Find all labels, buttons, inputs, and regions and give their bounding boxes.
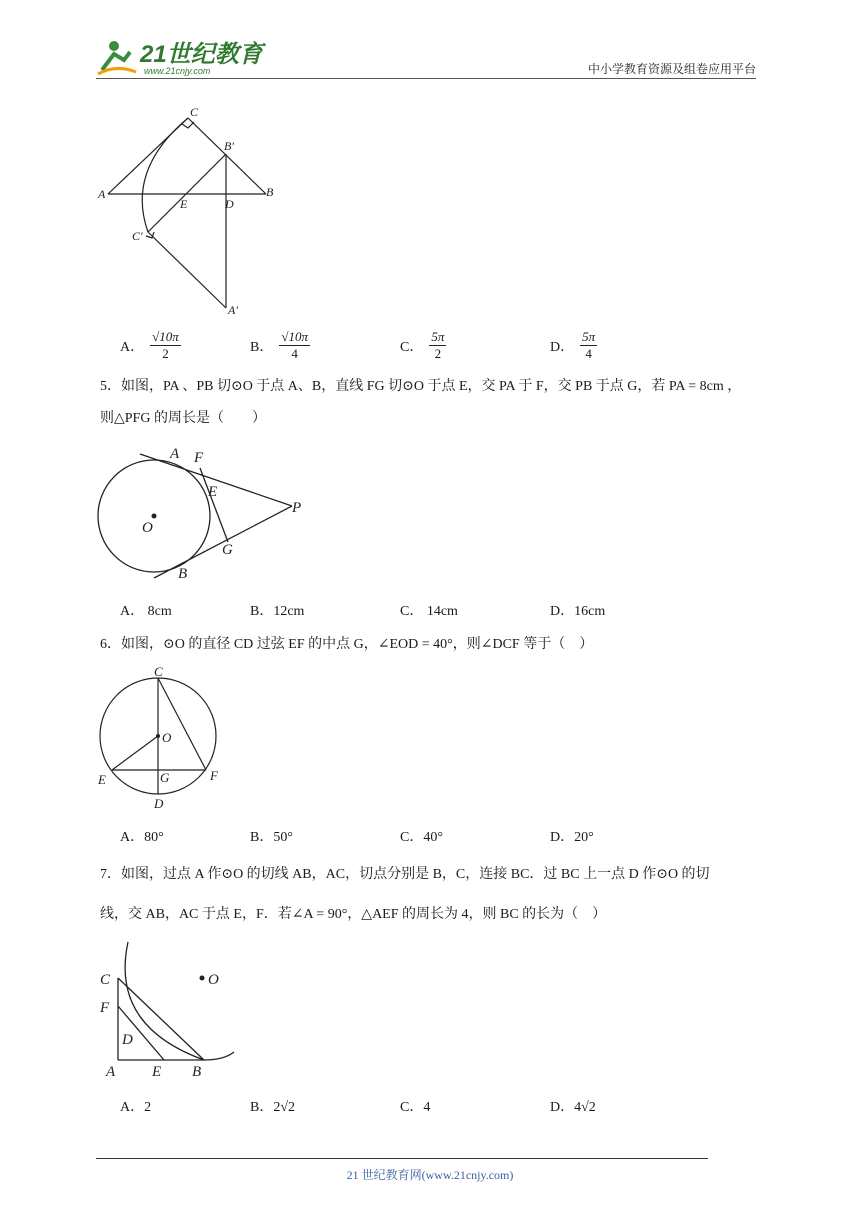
q6-option-a[interactable]: A．80°: [120, 830, 164, 845]
q4-option-c[interactable]: C． $\frac{5\pi}{2}$: [400, 329, 445, 362]
logo-url: www.21cnjy.com: [144, 66, 211, 76]
q4-figure: [96, 100, 286, 320]
q6-figure: [96, 664, 236, 814]
svg-text:G: G: [222, 542, 233, 558]
svg-text:C: C: [154, 664, 163, 679]
q7-option-b[interactable]: B．2√2: [250, 1100, 296, 1115]
svg-text:D: D: [122, 1032, 133, 1048]
svg-text:F: F: [100, 1000, 110, 1016]
q7-option-d[interactable]: D．4√2: [550, 1100, 596, 1115]
svg-text:B′: B′: [224, 139, 234, 153]
svg-text:E: E: [152, 1064, 162, 1080]
header-divider: [96, 78, 756, 79]
svg-text:G: G: [160, 770, 170, 785]
site-logo: [96, 34, 266, 78]
svg-text:O: O: [142, 520, 153, 536]
q4-option-d[interactable]: D． $\frac{5\pi}{4}$: [550, 329, 596, 362]
svg-text:P: P: [292, 500, 302, 516]
q5-option-b[interactable]: B．12cm: [250, 604, 305, 619]
svg-text:C: C: [190, 105, 199, 119]
q7-stem-line2: 线，交 AB，AC 于点 E，F．若∠A = 90°，△AEF 的周长为 4，则 BC 的长为（ ）: [100, 907, 607, 922]
q7-stem-line1: 7．如图，过点 A 作⊙O 的切线 AB，AC，切点分别是 B，C，连接 BC．过 BC 上一点 D 作⊙O 的切: [100, 867, 710, 882]
svg-text:C′: C′: [132, 229, 143, 243]
footer-divider: [96, 1158, 708, 1159]
svg-text:D: D: [225, 197, 234, 211]
q6-stem: 6．如图，⊙O 的直径 CD 过弦 EF 的中点 G，∠EOD = 40°，则∠DCF 等于（ ）: [100, 637, 594, 652]
q5-figure: [96, 440, 316, 590]
q7-option-a[interactable]: A．2: [120, 1100, 152, 1115]
svg-text:A: A: [106, 1064, 116, 1080]
q5-option-d[interactable]: D．16cm: [550, 604, 606, 619]
svg-text:O: O: [162, 730, 172, 745]
svg-text:E: E: [180, 197, 188, 211]
q7-figure: [96, 936, 246, 1081]
svg-text:F: F: [210, 768, 218, 783]
q5-option-a[interactable]: A． 8cm: [120, 604, 172, 619]
svg-text:B: B: [192, 1064, 202, 1080]
svg-text:B: B: [178, 566, 188, 582]
svg-text:O: O: [208, 972, 219, 988]
svg-text:F: F: [194, 450, 204, 466]
svg-text:A: A: [170, 446, 180, 462]
q4-option-b[interactable]: B． $\frac{√10\pi}{4}$: [250, 329, 308, 362]
svg-text:B: B: [266, 185, 274, 199]
q7-option-c[interactable]: C．4: [400, 1100, 431, 1115]
q5-stem-line1: 5．如图，PA 、PB 切⊙O 于点 A、B，直线 FG 切⊙O 于点 E，交 PA 于 F，交 PB 于点 G，若 PA = 8cm ，: [100, 379, 742, 394]
svg-text:C: C: [100, 972, 111, 988]
q4-option-a[interactable]: A． $\frac{√10\pi}{2}$: [120, 329, 179, 362]
svg-text:A′: A′: [228, 303, 238, 317]
q5-stem-line2: 则△PFG 的周长是（ ）: [100, 411, 266, 426]
q6-option-d[interactable]: D．20°: [550, 830, 594, 845]
svg-text:A: A: [98, 187, 106, 201]
q5-option-c[interactable]: C． 14cm: [400, 604, 458, 619]
svg-text:D: D: [154, 796, 164, 811]
svg-text:E: E: [98, 772, 106, 787]
svg-text:E: E: [208, 484, 218, 500]
footer-link[interactable]: 21 世纪教育网(www.21cnjy.com): [346, 1168, 514, 1182]
logo-text: 21世纪教育: [140, 41, 263, 68]
header-platform-name: 中小学教育资源及组卷应用平台: [587, 62, 756, 76]
q6-option-b[interactable]: B．50°: [250, 830, 293, 845]
q6-option-c[interactable]: C．40°: [400, 830, 443, 845]
logo-graphic: [96, 34, 266, 78]
